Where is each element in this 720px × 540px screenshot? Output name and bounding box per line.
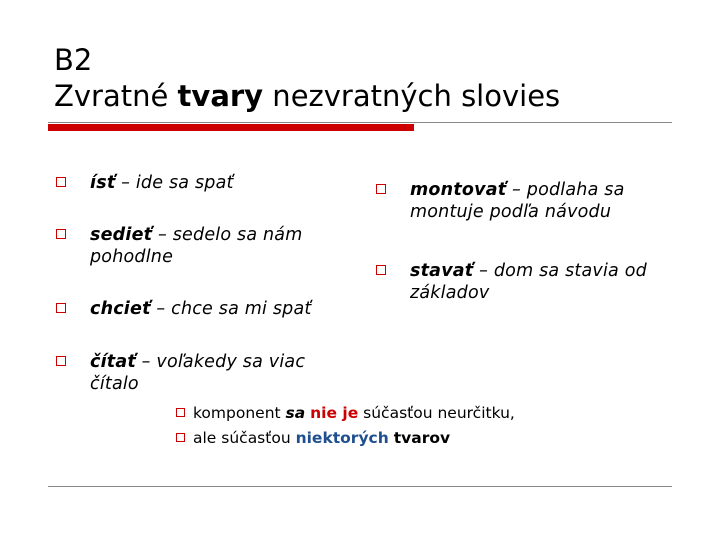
title-line-2 [54,78,560,114]
note-emphasis-nie-je: nie je [310,404,359,422]
verb: montovať [410,180,507,200]
verb: ísť [90,173,116,193]
list-item [56,224,356,268]
title-text-bold: tvary [177,79,264,113]
verb: stavať [410,261,474,281]
note-emphasis-tvarov: tvarov [393,429,451,447]
example: – chce sa mi spať [150,299,312,319]
title-text-part1: Zvratné [54,79,178,113]
list-item [56,172,356,194]
verb: čítať [90,352,136,372]
example: – dom sa stavia od základov [410,261,647,303]
footer-divider [48,486,672,487]
note-line-1 [176,403,515,423]
bullet-square-icon [56,303,66,313]
verb: sedieť [90,225,153,245]
note-line-2 [176,428,450,448]
note-emphasis-niektorych: niektorých [295,429,389,447]
title-text-part2: nezvratných slovies [263,79,561,113]
list-item [56,351,356,395]
title-divider [48,122,672,123]
note-text-end: súčasťou neurčitku, [358,404,515,422]
bullet-square-icon [56,229,66,239]
bullet-square-icon [56,177,66,187]
verb: chcieť [90,299,151,319]
example: – sedelo sa nám pohodlne [90,225,303,267]
list-item [376,260,676,304]
slide-title [54,42,560,114]
example: – voľakedy sa viac čítalo [90,352,306,394]
note-text: komponent [193,404,286,422]
list-item [376,179,676,223]
bullet-square-icon [376,184,386,194]
bullet-square-icon [376,265,386,275]
bullet-square-icon [176,408,185,417]
note-text: ale súčasťou [193,429,296,447]
title-line-1: B2 [54,43,93,77]
bullet-square-icon [56,356,66,366]
example: – ide sa spať [115,173,234,193]
bullet-square-icon [176,433,185,442]
list-item [56,298,356,320]
example: – podlaha sa montuje podľa návodu [410,180,625,222]
title-accent-bar [48,124,414,131]
note-emphasis-sa: sa [285,404,306,422]
